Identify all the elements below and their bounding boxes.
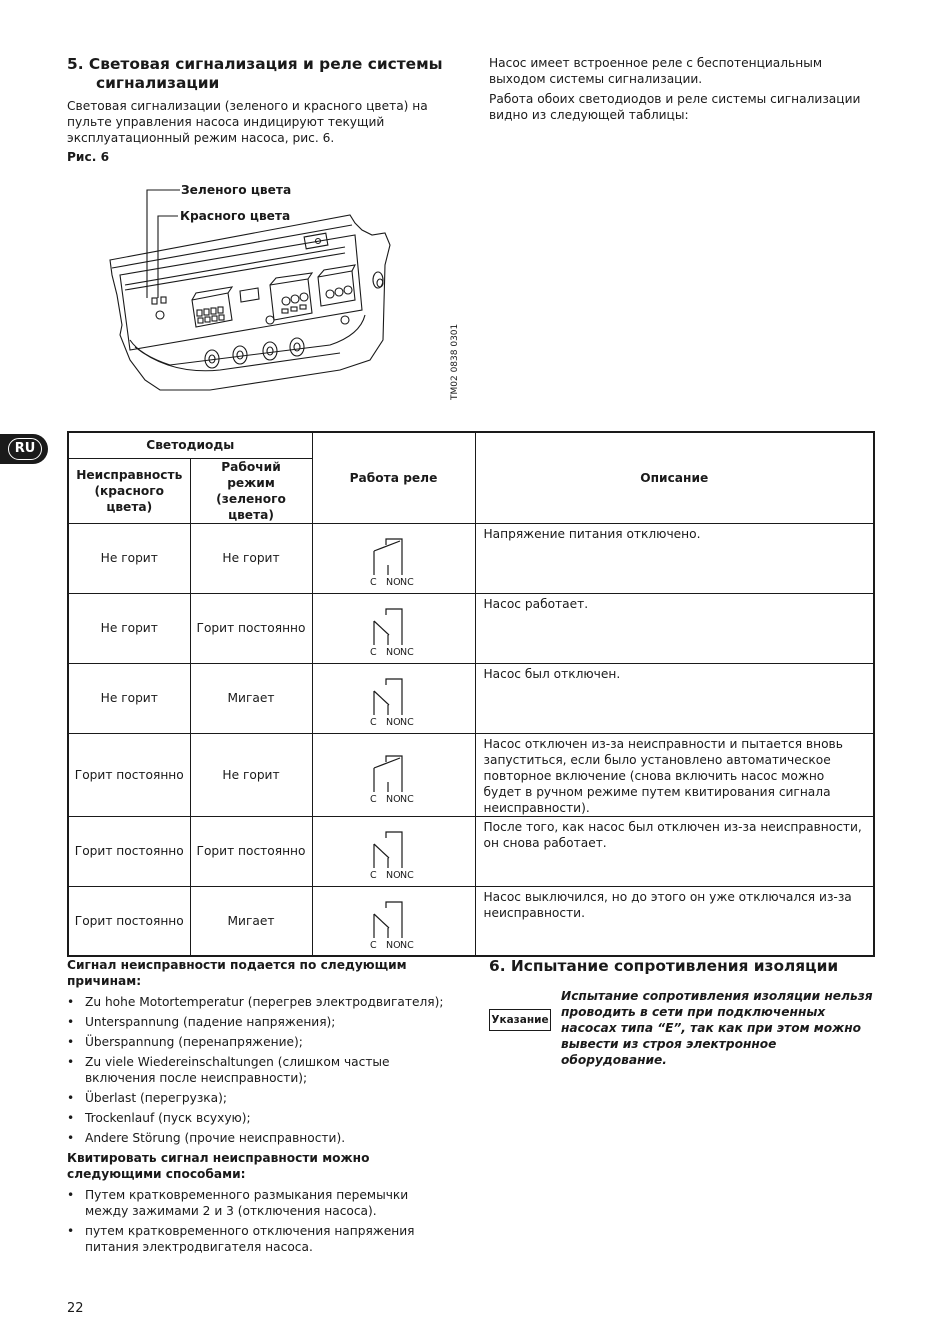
svg-text:CNONC bbox=[370, 794, 414, 804]
list-item: • путем кратковременного отключения напряжения питания электродвигателя насоса. bbox=[67, 1223, 452, 1255]
row-description: Насос выключился, но до этого он уже отключался из-за неисправности. bbox=[475, 886, 874, 956]
relay-nc-icon bbox=[364, 529, 424, 587]
relay-label-c: C bbox=[369, 717, 377, 727]
label-red: Красного цвета bbox=[180, 209, 291, 223]
relay-label-no: NO bbox=[385, 647, 401, 657]
svg-text:CNONC bbox=[370, 647, 414, 657]
heading-line-2: сигнализации bbox=[96, 74, 220, 92]
led-relay-table bbox=[67, 431, 875, 957]
row-description: Насос работает. bbox=[475, 593, 874, 663]
relay-state bbox=[312, 816, 475, 886]
note-label: Указание bbox=[489, 1009, 551, 1031]
relay-label-nc: NC bbox=[399, 577, 414, 587]
relay-label-nc: NC bbox=[399, 717, 414, 727]
fault-led-state: Не горит bbox=[68, 523, 190, 593]
relay-state bbox=[312, 886, 475, 956]
fault-led-state: Горит постоянно bbox=[68, 816, 190, 886]
heading-line-1: Световая сигнализация и реле системы bbox=[88, 55, 443, 73]
header-leds: Светодиоды bbox=[68, 432, 312, 458]
language-label: RU bbox=[8, 438, 42, 460]
relay-label-no: NO bbox=[385, 577, 401, 587]
run-led-state: Не горит bbox=[190, 523, 312, 593]
header-relay: Работа реле bbox=[312, 432, 475, 523]
acknowledge-heading: Квитировать сигнал неисправности можно следующими способами: bbox=[67, 1151, 370, 1181]
table-row bbox=[68, 663, 874, 733]
language-tab bbox=[0, 434, 48, 464]
list-item: • Andere Störung (прочие неисправности). bbox=[67, 1130, 452, 1146]
heading-number: 5. bbox=[67, 55, 84, 73]
relay-no-icon bbox=[364, 822, 424, 880]
run-led-state: Мигает bbox=[190, 886, 312, 956]
row-description: Насос отключен из-за неисправности и пытается вновь запуститься, если было установлено автоматическое повторное включение (снова включить насос можно будет в ручном режиме путем квитирования сигнала неисправности). bbox=[475, 733, 874, 816]
table-row bbox=[68, 816, 874, 886]
list-item: • Zu hohe Motortemperatur (перегрев электродвигателя); bbox=[67, 994, 452, 1010]
page-number: 22 bbox=[67, 1301, 84, 1316]
row-description: Насос был отключен. bbox=[475, 663, 874, 733]
relay-no-icon bbox=[364, 892, 424, 950]
label-green: Зеленого цвета bbox=[181, 183, 292, 197]
list-item: • Überspannung (перенапряжение); bbox=[67, 1034, 452, 1050]
list-item: • Überlast (перегрузка); bbox=[67, 1090, 452, 1106]
relay-no-icon bbox=[364, 599, 424, 657]
list-item: • Unterspannung (падение напряжения); bbox=[67, 1014, 452, 1030]
fault-led-state: Горит постоянно bbox=[68, 886, 190, 956]
relay-label-nc: NC bbox=[399, 870, 414, 880]
right-paragraph-1: Насос имеет встроенное реле с беспотенциальным выходом системы сигнализации. bbox=[489, 56, 823, 86]
relay-label-c: C bbox=[369, 577, 377, 587]
section-5-heading bbox=[67, 55, 467, 93]
svg-text:CNONC bbox=[370, 577, 414, 587]
table-row bbox=[68, 593, 874, 663]
fault-led-state: Не горит bbox=[68, 663, 190, 733]
fault-led-state: Горит постоянно bbox=[68, 733, 190, 816]
relay-label-c: C bbox=[369, 870, 377, 880]
svg-text:CNONC bbox=[370, 870, 414, 880]
relay-state bbox=[312, 523, 475, 593]
figure-code: TM02 0838 0301 bbox=[450, 323, 460, 400]
section-6-heading: 6. Испытание сопротивления изоляции bbox=[489, 957, 839, 975]
row-description: Напряжение питания отключено. bbox=[475, 523, 874, 593]
table-row bbox=[68, 523, 874, 593]
list-item: • Путем кратковременного размыкания перемычки между зажимами 2 и 3 (отключения насоса). bbox=[67, 1187, 452, 1219]
header-run: Рабочий режим (зеленого цвета) bbox=[190, 458, 312, 523]
run-led-state: Горит постоянно bbox=[190, 593, 312, 663]
fault-causes-block bbox=[67, 957, 452, 1259]
relay-label-c: C bbox=[369, 793, 377, 804]
relay-state bbox=[312, 733, 475, 816]
run-led-state: Не горит bbox=[190, 733, 312, 816]
relay-label-no: NO bbox=[385, 870, 401, 880]
header-description: Описание bbox=[475, 432, 874, 523]
relay-label-c: C bbox=[369, 939, 377, 950]
list-item: • Zu viele Wiedereinschaltungen (слишком частые включения после неисправности); bbox=[67, 1054, 452, 1086]
note-text: Испытание сопротивления изоляции нельзя проводить в сети при подключенных насосах типа “E”, так как при этом можно вывести из строя электронное оборудование. bbox=[561, 989, 873, 1067]
relay-label-no: NO bbox=[385, 793, 401, 804]
fault-led-state: Не горит bbox=[68, 593, 190, 663]
svg-text:CNONC bbox=[370, 940, 414, 950]
intro-paragraph: Световая сигнализации (зеленого и красного цвета) на пульте управления насоса индицируют текущий эксплуатационный режим насоса, рис. 6. bbox=[67, 99, 428, 145]
run-led-state: Мигает bbox=[190, 663, 312, 733]
table-row bbox=[68, 733, 874, 816]
relay-label-no: NO bbox=[385, 717, 401, 727]
list-item: • Trockenlauf (пуск всухую); bbox=[67, 1110, 452, 1126]
relay-label-nc: NC bbox=[399, 939, 414, 950]
figure-label: Рис. 6 bbox=[67, 150, 110, 164]
relay-state bbox=[312, 593, 475, 663]
relay-nc-icon bbox=[364, 746, 424, 804]
relay-label-nc: NC bbox=[399, 647, 414, 657]
relay-label-nc: NC bbox=[399, 793, 414, 804]
run-led-state: Горит постоянно bbox=[190, 816, 312, 886]
relay-state bbox=[312, 663, 475, 733]
header-fault: Неисправность (красного цвета) bbox=[68, 458, 190, 523]
right-paragraph-2: Работа обоих светодиодов и реле системы сигнализации видно из следующей таблицы: bbox=[489, 92, 861, 122]
relay-label-c: C bbox=[369, 647, 377, 657]
fault-causes-heading: Сигнал неисправности подается по следующим причинам: bbox=[67, 958, 407, 988]
relay-no-icon bbox=[364, 669, 424, 727]
acknowledge-list bbox=[67, 1187, 452, 1255]
table-row bbox=[68, 886, 874, 956]
row-description: После того, как насос был отключен из-за неисправности, он снова работает. bbox=[475, 816, 874, 886]
fault-causes-list bbox=[67, 994, 452, 1146]
relay-label-no: NO bbox=[385, 939, 401, 950]
svg-text:CNONC bbox=[370, 717, 414, 727]
